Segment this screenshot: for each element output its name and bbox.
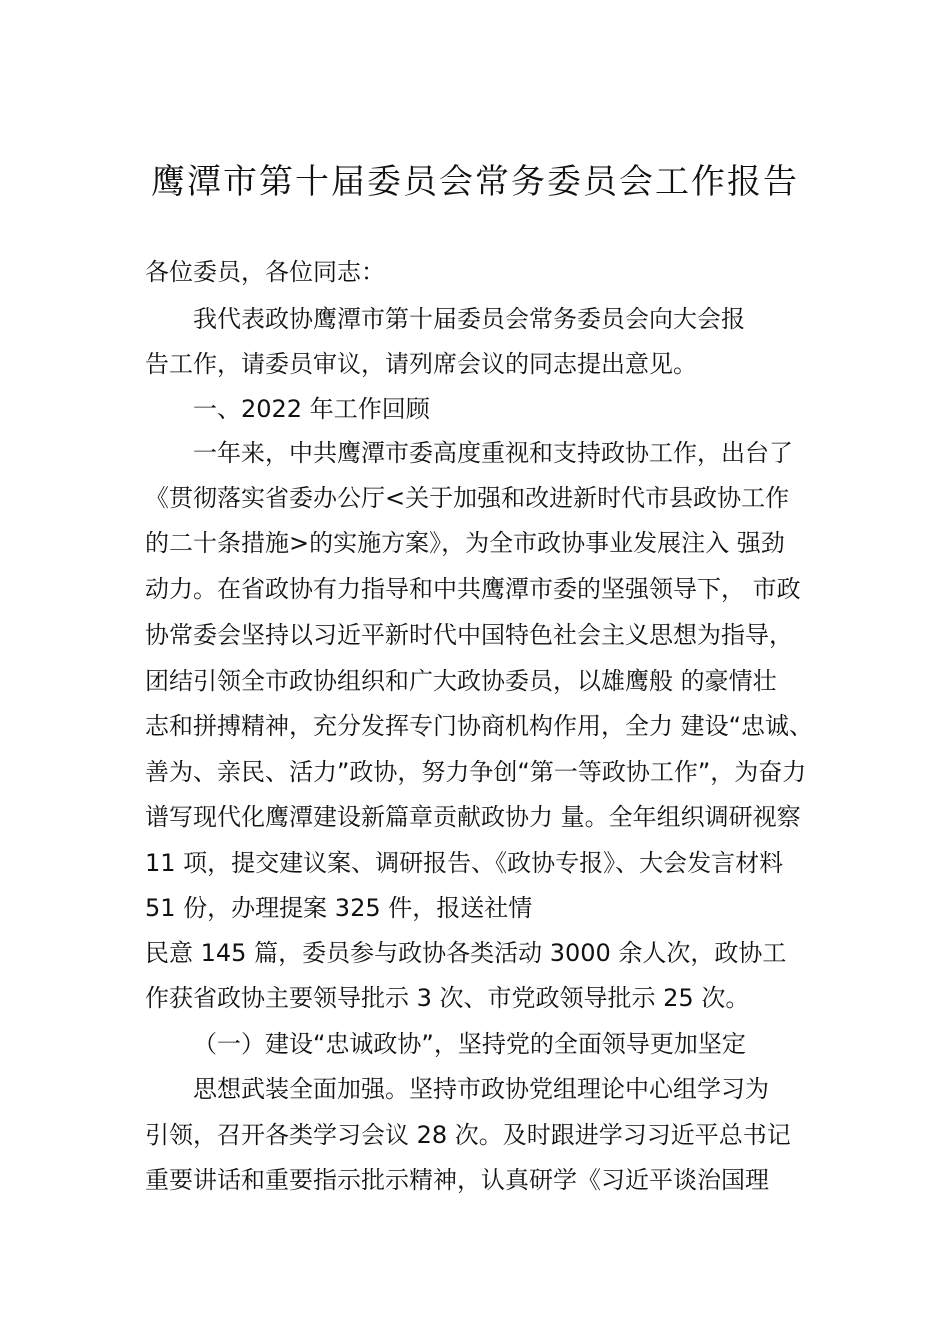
paragraph-line: 51 份，办理提案 325 件，报送社情 (145, 894, 533, 922)
paragraph-line: 谱写现代化鹰潭建设新篇章贡献政协力 量。全年组织调研视察 (145, 803, 801, 831)
paragraph-line: 《贯彻落实省委办公厅<关于加强和改进新时代市县政协工作 (145, 484, 790, 512)
section-heading: 一、2022 年工作回顾 (193, 395, 430, 423)
paragraph-line: 引领，召开各类学习会议 28 次。及时跟进学习习近平总书记 (145, 1121, 791, 1149)
paragraph-line: 11 项，提交建议案、调研报告、《政协专报》、大会发言材料 (145, 849, 784, 877)
paragraph-line: 告工作，请委员审议，请列席会议的同志提出意见。 (145, 350, 697, 378)
subsection-heading: （一）建设“忠诚政协”，坚持党的全面领导更加坚定 (193, 1030, 746, 1058)
document-title: 鹰潭市第十届委员会常务委员会工作报告 (151, 162, 799, 202)
paragraph-line: 志和拼搏精神，充分发挥专门协商机构作用，全力 建设“忠诚、 (145, 712, 814, 740)
paragraph-line: 动力。在省政协有力指导和中共鹰潭市委的坚强领导下， 市政 (145, 575, 801, 603)
paragraph-line: 团结引领全市政协组织和广大政协委员，以雄鹰般 的豪情壮 (145, 667, 777, 695)
paragraph-line: 思想武装全面加强。坚持市政协党组理论中心组学习为 (193, 1075, 769, 1103)
salutation: 各位委员，各位同志： (145, 258, 385, 286)
paragraph-line: 作获省政协主要领导批示 3 次、市党政领导批示 25 次。 (145, 984, 750, 1012)
paragraph-line: 一年来，中共鹰潭市委高度重视和支持政协工作，出台了 (193, 439, 793, 467)
paragraph-line: 善为、亲民、活力”政协，努力争创“第一等政协工作”，为奋力 (145, 758, 807, 786)
paragraph-line: 重要讲话和重要指示批示精神，认真研学《习近平谈治国理 (145, 1166, 769, 1194)
paragraph-line: 的二十条措施>的实施方案》，为全市政协事业发展注入 强劲 (145, 529, 785, 557)
paragraph-line: 民意 145 篇，委员参与政协各类活动 3000 余人次，政协工 (145, 939, 787, 967)
paragraph-line: 我代表政协鹰潭市第十届委员会常务委员会向大会报 (193, 305, 745, 333)
paragraph-line: 协常委会坚持以习近平新时代中国特色社会主义思想为指导， (145, 621, 793, 649)
